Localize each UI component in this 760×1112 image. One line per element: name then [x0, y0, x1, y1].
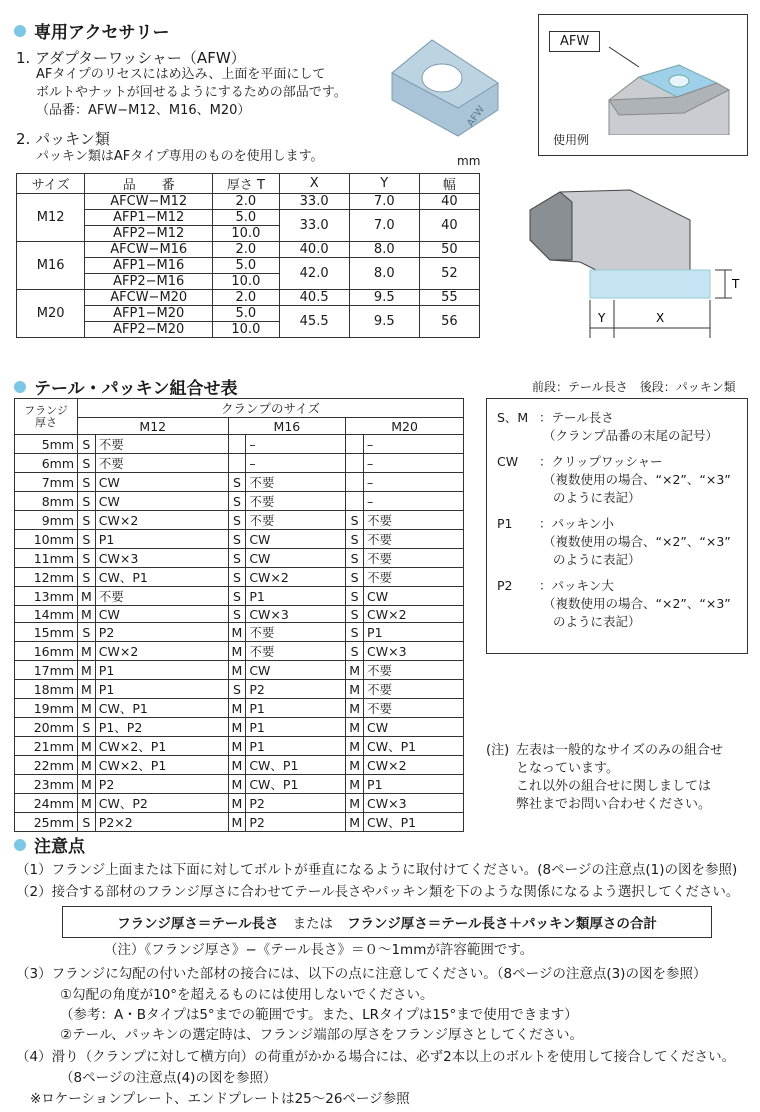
packing-cell: –	[364, 492, 464, 511]
washer-label: AFW	[465, 104, 488, 129]
flange-cell: 14mm	[15, 606, 78, 623]
packing-cell: CW×2	[364, 756, 464, 775]
packing-cell: P1	[364, 623, 464, 642]
table-row: M12 AFCW−M12 2.0 33.0 7.0 40	[17, 194, 480, 210]
packing-cell: P1	[364, 775, 464, 794]
packing-cell: CW×3	[246, 606, 346, 623]
packing-spec-table	[16, 173, 480, 338]
caution-1: （1）フランジ上面または下面に対してボルトが垂直になるように取付けてください。(8ページの注意点(1)の図を参照)	[16, 862, 738, 878]
tail-length-cell: S	[78, 492, 96, 511]
packing-cell: 不要	[364, 530, 464, 549]
packing-cell: CW×3	[364, 794, 464, 813]
flange-cell: 13mm	[15, 587, 78, 606]
tail-length-cell: S	[228, 492, 246, 511]
packing-cell: CW	[246, 661, 346, 680]
packing-cell: –	[364, 454, 464, 473]
combination-subtitle: 前段：テール長さ 後段：パッキン類	[532, 380, 736, 394]
tail-length-cell: M	[346, 756, 364, 775]
tail-length-cell: S	[78, 530, 96, 549]
header-m16: M16	[228, 418, 346, 435]
flange-cell: 21mm	[15, 737, 78, 756]
table-row: AFP1−M16 5.0 42.0 8.0 52	[17, 258, 480, 274]
flange-cell: 9mm	[15, 511, 78, 530]
packing-cell: 不要	[246, 473, 346, 492]
header-part: 品 番	[85, 174, 213, 194]
tail-length-cell: S	[228, 606, 246, 623]
bullet-icon	[14, 381, 26, 393]
section-accessories-title: 専用アクセサリー	[14, 18, 170, 43]
packing-cell: CW、P1	[95, 568, 228, 587]
table-row	[15, 794, 464, 813]
tail-length-cell: M	[78, 642, 96, 661]
table-row: AFP2−M20 10.0	[17, 322, 480, 338]
bullet-icon	[14, 25, 26, 37]
tail-length-cell	[228, 435, 246, 454]
tail-length-cell: S	[346, 606, 364, 623]
tail-length-cell: M	[346, 737, 364, 756]
tail-length-cell: S	[228, 568, 246, 587]
usage-caption: 使用例	[553, 133, 590, 147]
packing-cell: –	[364, 435, 464, 454]
table-row	[15, 473, 464, 492]
table-row	[15, 435, 464, 454]
table-row: M20 AFCW−M20 2.0 40.5 9.5 55	[17, 290, 480, 306]
packing-cell: P2×2	[95, 813, 228, 832]
packing-cell: P1	[95, 680, 228, 699]
tail-length-cell: M	[346, 794, 364, 813]
packing-cell: CW×2	[95, 511, 228, 530]
tail-length-cell: M	[228, 775, 246, 794]
table-row	[15, 606, 464, 623]
packing-cell: P1	[246, 699, 346, 718]
packing-cell: 不要	[364, 549, 464, 568]
usage-example-box	[538, 14, 748, 156]
packing-cell: P1、P2	[95, 718, 228, 737]
legend-box	[486, 398, 748, 654]
table-row	[15, 661, 464, 680]
packing-cell: P2	[95, 775, 228, 794]
tail-length-cell: S	[228, 511, 246, 530]
tail-length-cell: S	[78, 718, 96, 737]
dimension-x-label: X	[656, 311, 665, 325]
tail-length-cell: M	[78, 699, 96, 718]
tail-length-cell: M	[346, 813, 364, 832]
flange-cell: 12mm	[15, 568, 78, 587]
table-row: AFP1−M12 5.0 33.0 7.0 40	[17, 210, 480, 226]
combination-table-body	[15, 435, 464, 832]
flange-cell: 19mm	[15, 699, 78, 718]
packing-cell: 不要	[95, 454, 228, 473]
packing-cell: CW×2、P1	[95, 756, 228, 775]
tail-length-cell: M	[78, 756, 96, 775]
packing-cell: CW×2、P1	[95, 737, 228, 756]
tail-length-cell: S	[228, 587, 246, 606]
tail-length-cell: M	[346, 680, 364, 699]
tail-length-cell: M	[78, 680, 96, 699]
packing-cell: 不要	[95, 587, 228, 606]
packing-cell: CW、P1	[364, 813, 464, 832]
header-m20: M20	[346, 418, 464, 435]
unit-label: mm	[457, 154, 481, 168]
dimension-t-label: T	[732, 277, 740, 291]
formula-box: フランジ厚さ＝テール長さ または フランジ厚さ＝テール長さ＋パッキン類厚さの合計	[62, 906, 712, 938]
table-header-row	[15, 418, 464, 435]
packing-cell: CW×2	[246, 568, 346, 587]
tail-length-cell: M	[346, 699, 364, 718]
tail-length-cell: S	[228, 549, 246, 568]
tail-length-cell: S	[78, 511, 96, 530]
flange-cell: 6mm	[15, 454, 78, 473]
table-row: M16 AFCW−M16 2.0 40.0 8.0 50	[17, 242, 480, 258]
tail-length-cell	[346, 492, 364, 511]
tail-length-cell: M	[228, 737, 246, 756]
dimension-y-label: Y	[598, 311, 606, 325]
table-header-row	[17, 174, 480, 194]
header-x: X	[279, 174, 349, 194]
packing-title: 2. パッキン類	[16, 130, 110, 148]
combination-table	[14, 398, 464, 832]
packing-cell: CW、P1	[95, 699, 228, 718]
packing-cell: 不要	[246, 511, 346, 530]
caution-2: （2）接合する部材のフランジ厚さに合わせてテール長さやパッキン類を下のような関係になるよう選択してください。	[16, 884, 740, 900]
tail-length-cell: M	[228, 623, 246, 642]
packing-cell: 不要	[364, 680, 464, 699]
section-combination-title: テール・パッキン組合せ表	[14, 374, 238, 399]
packing-cell: –	[246, 435, 346, 454]
tail-length-cell: M	[346, 661, 364, 680]
table-row: AFP1−M20 5.0 45.5 9.5 56	[17, 306, 480, 322]
packing-cell: CW、P1	[246, 775, 346, 794]
packing-cell: CW	[246, 530, 346, 549]
table-row	[15, 568, 464, 587]
table-row	[15, 813, 464, 832]
tail-length-cell	[346, 435, 364, 454]
tail-length-cell: M	[78, 737, 96, 756]
tail-length-cell: S	[346, 568, 364, 587]
tail-length-cell: S	[78, 473, 96, 492]
tail-length-cell: M	[78, 794, 96, 813]
afw-description: AFタイプのリセスにはめ込み、上面を平面にして ボルトやナットが回せるようにするための部品です。 （品番：AFW−M12、M16、M20）	[36, 67, 347, 118]
tail-length-cell	[346, 454, 364, 473]
section-cautions-title: 注意点	[14, 832, 85, 857]
flange-cell: 17mm	[15, 661, 78, 680]
packing-cell: CW	[364, 587, 464, 606]
caution-3-2: ②テール、パッキンの選定時は、フランジ端部の厚さをフランジ厚さとしてください。	[60, 1027, 583, 1043]
table-row	[15, 737, 464, 756]
flange-cell: 18mm	[15, 680, 78, 699]
caution-3-1: ①勾配の角度が10°を超えるものには使用しないでください。	[60, 987, 434, 1003]
packing-cell: P1	[246, 718, 346, 737]
tail-length-cell: M	[228, 699, 246, 718]
packing-cell: 不要	[364, 568, 464, 587]
header-width: 幅	[419, 174, 479, 194]
tail-length-cell: M	[228, 661, 246, 680]
packing-cell: 不要	[246, 492, 346, 511]
caution-4-ref: （8ページの注意点(4)の図を参照）	[60, 1070, 277, 1086]
packing-cell: P2	[246, 813, 346, 832]
packing-cell: CW、P1	[246, 756, 346, 775]
flange-cell: 11mm	[15, 549, 78, 568]
caution-3: （3）フランジに勾配の付いた部材の接合には、以下の点に注意してください。（8ページの注意点(3)の図を参照）	[16, 966, 707, 982]
flange-cell: 22mm	[15, 756, 78, 775]
tail-length-cell	[346, 473, 364, 492]
usage-example-illustration	[599, 35, 745, 135]
caution-3-ref: （参考：A・Bタイプは5°までの範囲です。また、LRタイプは15°まで使用できます）	[60, 1007, 578, 1023]
packing-cell: 不要	[246, 623, 346, 642]
table-row	[15, 549, 464, 568]
tail-length-cell: S	[78, 435, 96, 454]
legend-item: CW ：クリップワッシャー （複数使用の場合、“×2”、“×3” のように表記）	[497, 454, 731, 505]
header-y: Y	[349, 174, 419, 194]
tail-length-cell: S	[346, 511, 364, 530]
packing-cell: 不要	[364, 661, 464, 680]
header-size: サイズ	[17, 174, 85, 194]
table-row	[15, 587, 464, 606]
flange-cell: 16mm	[15, 642, 78, 661]
tolerance-note: （注）《フランジ厚さ》−《テール長さ》＝０〜1mmが許容範囲です。	[104, 942, 534, 958]
tail-length-cell	[228, 454, 246, 473]
packing-cell: P2	[246, 680, 346, 699]
packing-cell: CW、P2	[95, 794, 228, 813]
flange-cell: 15mm	[15, 623, 78, 642]
packing-cell: CW	[95, 473, 228, 492]
packing-cell: P1	[246, 587, 346, 606]
tail-length-cell: S	[346, 587, 364, 606]
usage-afw-label: AFW	[549, 31, 600, 52]
table-row	[15, 511, 464, 530]
flange-cell: 5mm	[15, 435, 78, 454]
table-row: AFP2−M12 10.0	[17, 226, 480, 242]
packing-cell: P1	[95, 661, 228, 680]
packing-cell: P1	[95, 530, 228, 549]
table-row: AFP2−M16 10.0	[17, 274, 480, 290]
legend-item: S、M ：テール長さ （クランプ品番の末尾の記号）	[497, 410, 719, 443]
legend-list	[487, 399, 747, 631]
flange-cell: 24mm	[15, 794, 78, 813]
tail-length-cell: S	[78, 623, 96, 642]
packing-cell: CW、P1	[364, 737, 464, 756]
table-row	[15, 623, 464, 642]
packing-cell: P2	[246, 794, 346, 813]
packing-dimension-diagram	[520, 180, 750, 345]
table-row	[15, 680, 464, 699]
caution-4: （4）滑り（クランプに対して横方向）の荷重がかかる場合には、必ず2本以上のボルトを使用して接合してください。	[16, 1049, 736, 1065]
tail-length-cell: M	[78, 775, 96, 794]
afw-title: 1. アダプターワッシャー（AFW）	[16, 49, 246, 67]
packing-cell: 不要	[246, 642, 346, 661]
table-row	[15, 775, 464, 794]
table-note: (注) 左表は一般的なサイズのみの組合せ となっています。 これ以外の組合せに関しましては 弊社までお問い合わせください。	[486, 743, 723, 812]
tail-length-cell: S	[228, 530, 246, 549]
adapter-washer-illustration	[380, 28, 510, 138]
tail-length-cell: M	[78, 587, 96, 606]
packing-cell: 不要	[95, 435, 228, 454]
tail-length-cell: S	[346, 642, 364, 661]
tail-length-cell: S	[346, 549, 364, 568]
tail-length-cell: M	[228, 813, 246, 832]
tail-length-cell: S	[346, 623, 364, 642]
packing-description: パッキン類はAFタイプ専用のものを使用します。	[36, 149, 324, 164]
tail-length-cell: S	[346, 530, 364, 549]
tail-length-cell: M	[346, 718, 364, 737]
table-row	[15, 699, 464, 718]
tail-length-cell: M	[78, 661, 96, 680]
tail-length-cell: S	[228, 473, 246, 492]
packing-cell: CW	[95, 606, 228, 623]
header-m12: M12	[78, 418, 229, 435]
tail-length-cell: S	[78, 813, 96, 832]
table-row	[15, 530, 464, 549]
flange-cell: 20mm	[15, 718, 78, 737]
packing-cell: 不要	[364, 699, 464, 718]
packing-cell: P2	[95, 623, 228, 642]
tail-length-cell: M	[346, 775, 364, 794]
legend-item: P2 ：パッキン大 （複数使用の場合、“×2”、“×3” のように表記）	[497, 578, 731, 629]
tail-length-cell: M	[228, 642, 246, 661]
table-row	[15, 492, 464, 511]
footer-reference: ※ロケーションプレート、エンドプレートは25〜26ページ参照	[30, 1091, 410, 1107]
header-flange-thickness: フランジ 厚さ	[15, 399, 78, 435]
tail-length-cell: S	[228, 680, 246, 699]
table-row	[15, 756, 464, 775]
packing-cell: CW×2	[364, 606, 464, 623]
packing-cell: 不要	[364, 511, 464, 530]
table-row	[15, 718, 464, 737]
tail-length-cell: M	[228, 794, 246, 813]
table-row	[15, 454, 464, 473]
packing-cell: CW	[246, 549, 346, 568]
bullet-icon	[14, 839, 26, 851]
legend-item: P1 ：パッキン小 （複数使用の場合、“×2”、“×3” のように表記）	[497, 516, 731, 567]
flange-cell: 10mm	[15, 530, 78, 549]
tail-length-cell: M	[78, 606, 96, 623]
packing-cell: CW×2	[95, 642, 228, 661]
tail-length-cell: S	[78, 454, 96, 473]
packing-cell: CW	[364, 718, 464, 737]
table-header-row	[15, 399, 464, 418]
flange-cell: 25mm	[15, 813, 78, 832]
packing-cell: CW×3	[95, 549, 228, 568]
tail-length-cell: S	[78, 549, 96, 568]
flange-cell: 8mm	[15, 492, 78, 511]
header-thickness: 厚さ T	[213, 174, 279, 194]
packing-cell: CW×3	[364, 642, 464, 661]
packing-cell: –	[364, 473, 464, 492]
table-row	[15, 642, 464, 661]
packing-cell: P1	[246, 737, 346, 756]
flange-cell: 23mm	[15, 775, 78, 794]
tail-length-cell: M	[228, 756, 246, 775]
tail-length-cell: M	[228, 718, 246, 737]
flange-cell: 7mm	[15, 473, 78, 492]
packing-cell: CW	[95, 492, 228, 511]
tail-length-cell: S	[78, 568, 96, 587]
header-clamp-size: クランプのサイズ	[78, 399, 464, 418]
packing-cell: –	[246, 454, 346, 473]
